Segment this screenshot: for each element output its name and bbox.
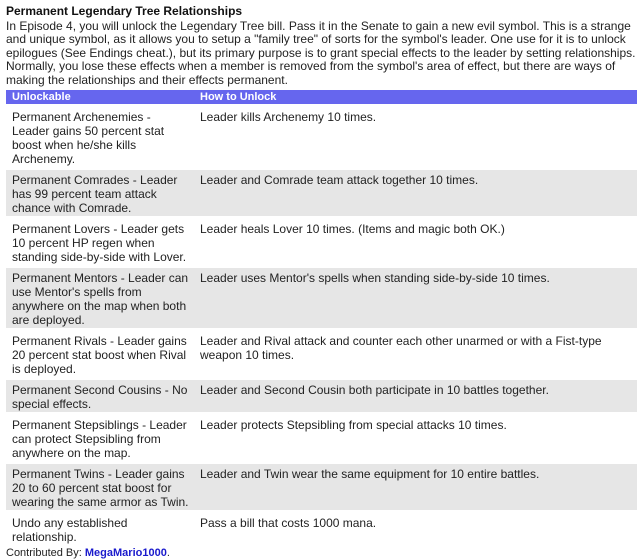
section-title: Permanent Legendary Tree Relationships xyxy=(6,4,243,18)
unlockable-cell: Permanent Rivals - Leader gains 20 percent stat boost when Rival is deployed. xyxy=(6,331,194,377)
table-row xyxy=(6,331,637,377)
how-to-unlock-cell: Leader heals Lover 10 times. (Items and magic both OK.) xyxy=(194,219,637,265)
table-row xyxy=(6,380,637,412)
how-to-unlock-cell: Leader and Twin wear the same equipment for 10 entire battles. xyxy=(194,464,637,510)
unlockable-cell: Permanent Archenemies - Leader gains 50 percent stat boost when he/she kills Archenemy. xyxy=(6,107,194,167)
contributor-credit xyxy=(6,547,637,560)
table-row xyxy=(6,268,637,328)
how-to-unlock-cell: Leader uses Mentor's spells when standing side-by-side 10 times. xyxy=(194,268,637,328)
how-to-unlock-cell: Pass a bill that costs 1000 mana. xyxy=(194,513,637,545)
table-header-row xyxy=(6,90,637,104)
unlockable-cell: Permanent Second Cousins - No special effects. xyxy=(6,380,194,412)
how-to-unlock-cell: Leader protects Stepsibling from special attacks 10 times. xyxy=(194,415,637,461)
column-header-unlockable: Unlockable xyxy=(6,90,194,104)
table-row xyxy=(6,107,637,167)
how-to-unlock-cell: Leader kills Archenemy 10 times. xyxy=(194,107,637,167)
cheat-section xyxy=(6,4,637,560)
column-header-how-to-unlock: How to Unlock xyxy=(194,90,637,104)
table-row xyxy=(6,170,637,216)
credit-suffix: . xyxy=(166,547,170,560)
how-to-unlock-cell: Leader and Second Cousin both participate in 10 battles together. xyxy=(194,380,637,412)
table-row xyxy=(6,464,637,510)
unlockable-cell: Permanent Stepsiblings - Leader can protect Stepsibling from anywhere on the map. xyxy=(6,415,194,461)
table-row xyxy=(6,219,637,265)
unlockables-table xyxy=(6,87,637,548)
unlockable-cell: Undo any established relationship. xyxy=(6,513,194,545)
unlockable-cell: Permanent Lovers - Leader gets 10 percent HP regen when standing side-by-side with Lover. xyxy=(6,219,194,265)
how-to-unlock-cell: Leader and Comrade team attack together 10 times. xyxy=(194,170,637,216)
unlockable-cell: Permanent Twins - Leader gains 20 to 60 percent stat boost for wearing the same armor as Twin. xyxy=(6,464,194,510)
table-row xyxy=(6,415,637,461)
how-to-unlock-cell: Leader and Rival attack and counter each other unarmed or with a Fist-type weapon 10 times. xyxy=(194,331,637,377)
table-row xyxy=(6,513,637,545)
unlockable-cell: Permanent Mentors - Leader can use Mentor's spells from anywhere on the map when both are deployed. xyxy=(6,268,194,328)
credit-label: Contributed By: xyxy=(6,547,82,560)
intro-paragraph: In Episode 4, you will unlock the Legendary Tree bill. Pass it in the Senate to gain a new evil symbol. This is a strange and unique symbol, as it allows you to setup a "family tree" of sorts for the symbol's leader. One use for it is to unlock epilogues (See Endings cheat.), but its primary purpose is to grant special effects to the leader by setting relationships. Normally, you lose these effects when a member is removed from the symbol's area of effect, but there are ways of making the relationships and their effects permanent. xyxy=(6,19,636,87)
unlockable-cell: Permanent Comrades - Leader has 99 percent team attack chance with Comrade. xyxy=(6,170,194,216)
contributor-link[interactable]: MegaMario1000 xyxy=(84,547,167,560)
